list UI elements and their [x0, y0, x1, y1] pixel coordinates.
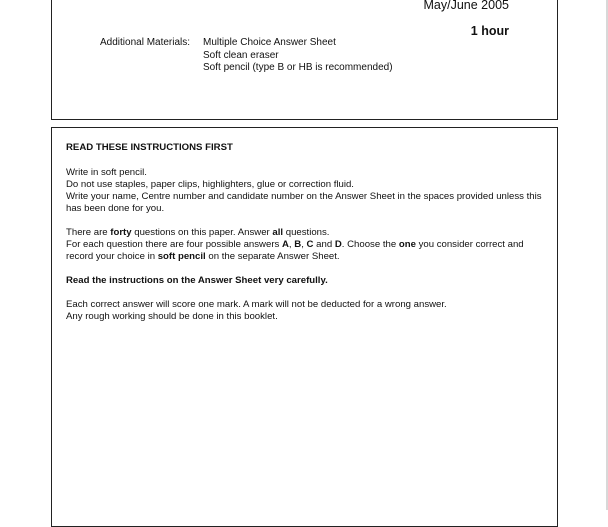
- material-item: Soft pencil (type B or HB is recommended): [203, 62, 393, 73]
- instructions-heading: READ THESE INSTRUCTIONS FIRST: [66, 142, 233, 153]
- header-box: [51, 0, 558, 120]
- materials-label: Additional Materials:: [100, 37, 191, 48]
- text-run: questions.: [283, 227, 330, 238]
- material-item: Multiple Choice Answer Sheet: [203, 37, 336, 48]
- instruction-line: Each correct answer will score one mark. A mark will not be deducted for a wrong answer.: [66, 299, 447, 310]
- text-run: For each question there are four possible answers: [66, 239, 282, 250]
- instructions-paragraph-3: [66, 275, 552, 287]
- instructions-box: [51, 127, 558, 527]
- text-run: you consider correct and record your choice in: [66, 239, 524, 262]
- material-item: Soft clean eraser: [203, 49, 279, 61]
- text-run: There are: [66, 227, 111, 238]
- text-run: . Choose the: [341, 239, 399, 250]
- text-run: on the separate Answer Sheet.: [205, 251, 340, 262]
- emphasis-one: one: [398, 239, 416, 250]
- materials-list: [203, 37, 393, 75]
- instructions-body: [66, 142, 552, 323]
- emphasis-all: all: [272, 227, 284, 238]
- instructions-paragraph-2: [66, 227, 552, 263]
- text-run: ,: [288, 239, 295, 250]
- emphasis-forty: forty: [110, 227, 132, 238]
- text-run: questions on this paper. Answer: [131, 227, 273, 238]
- emphasis-soft-pencil: soft pencil: [157, 251, 206, 262]
- option-a: A: [281, 239, 289, 250]
- text-run: ,: [301, 239, 307, 250]
- instruction-line: Write in soft pencil.: [66, 167, 147, 178]
- instruction-line: Write your name, Centre number and candidate number on the Answer Sheet in the spaces provided unless this has been done for you.: [66, 191, 542, 214]
- instruction-line: Any rough working should be done in this booklet.: [66, 311, 278, 322]
- instructions-paragraph-4: [66, 299, 552, 323]
- instruction-line: Do not use staples, paper clips, highlighters, glue or correction fluid.: [66, 179, 354, 190]
- text-run: and: [313, 239, 335, 250]
- exam-duration: 1 hour: [470, 24, 509, 38]
- option-c: C: [306, 239, 314, 250]
- instructions-paragraph-1: [66, 167, 552, 215]
- exam-session: May/June 2005: [423, 0, 509, 12]
- answer-sheet-warning: Read the instructions on the Answer Sheet very carefully.: [66, 275, 328, 286]
- option-b: B: [294, 239, 302, 250]
- option-d: D: [334, 239, 342, 250]
